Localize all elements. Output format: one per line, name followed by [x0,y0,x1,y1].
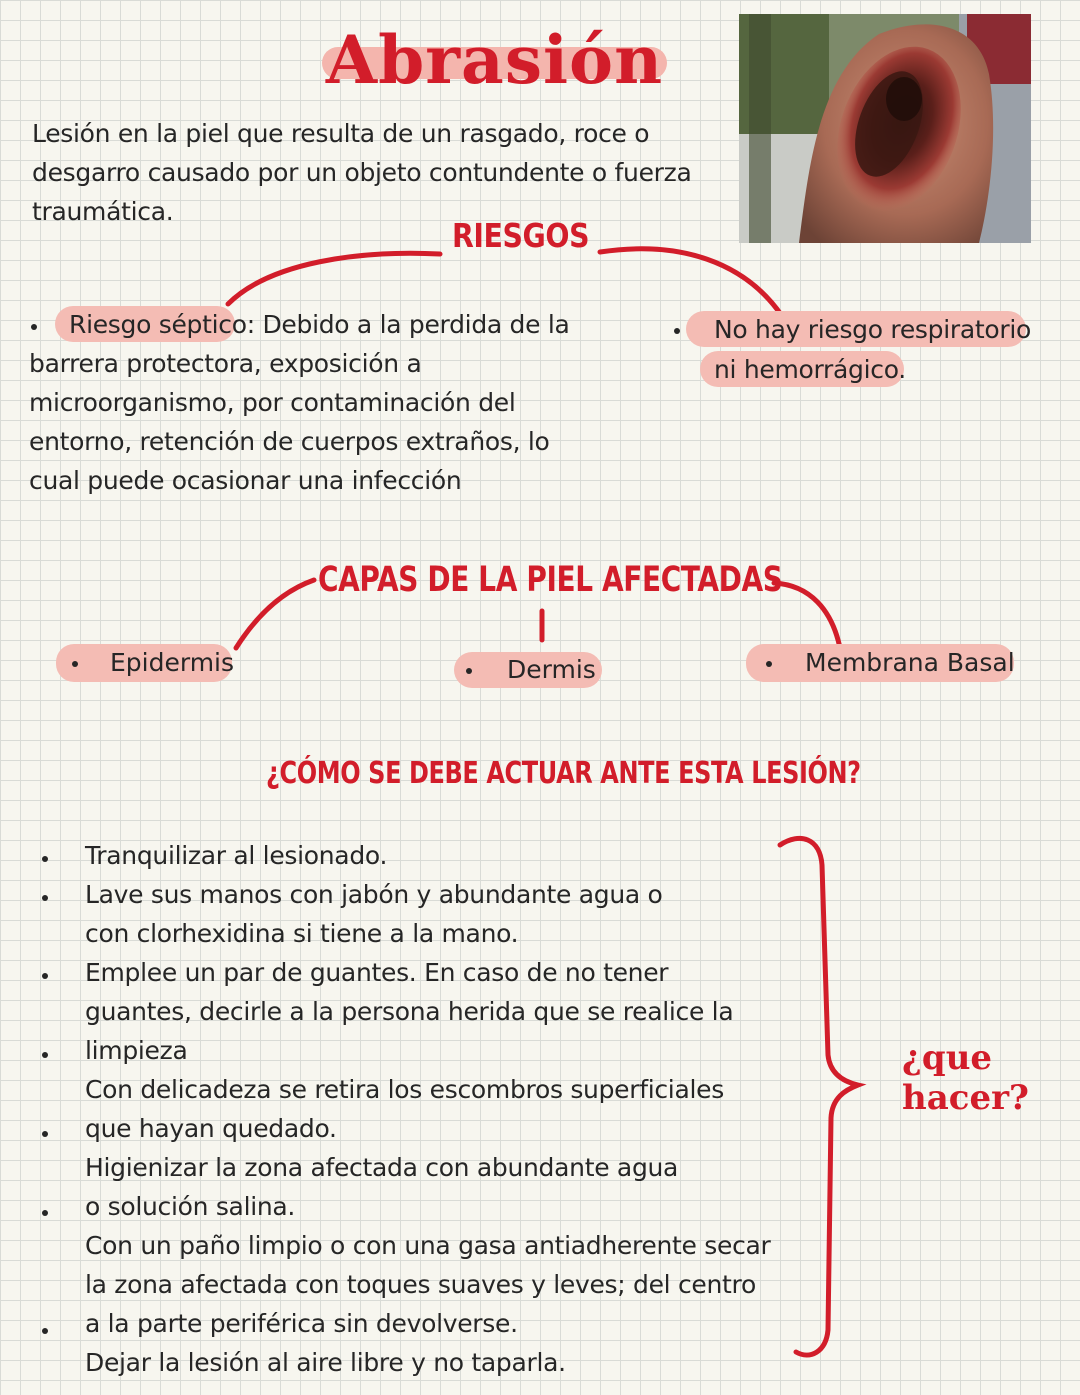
no-risk-line-2: ni hemorrágico. [714,355,906,384]
riesgos-right-branch [600,249,782,316]
bullet-icon [766,661,772,667]
action-step: Higienizar la zona afectada con abundante agua o solución salina. [85,1153,679,1221]
bullet-icon [674,328,680,334]
bullet-icon [42,1131,48,1137]
action-step: Dejar la lesión al aire libre y no taparla. [85,1348,566,1377]
no-risk-line-1: No hay riesgo respiratorio [714,315,1031,344]
bullet-icon [42,1328,48,1334]
brace-icon [780,838,858,1355]
bullet-icon [42,973,48,979]
bullet-icon [42,895,48,901]
septic-risk-text [29,305,589,500]
layer-epidermis: Epidermis [110,648,235,677]
action-step: Tranquilizar al lesionado. [85,841,388,870]
page-title: Abrasión [325,21,664,99]
bullet-icon [72,661,78,667]
action-steps-list [85,836,775,1382]
action-step: Con delicadeza se retira los escombros superficiales que hayan quedado. [85,1075,724,1143]
bullet-icon [466,668,472,674]
capas-right-branch [774,583,840,648]
actions-heading: ¿CÓMO SE DEBE ACTUAR ANTE ESTA LESIÓN? [266,756,861,791]
bullet-icon [42,856,48,862]
layers-heading: CAPAS DE LA PIEL AFECTADAS [318,560,783,600]
riesgos-left-branch [228,253,440,304]
bullet-icon [42,1052,48,1058]
bullet-icon [42,1210,48,1216]
action-step: Con un paño limpio o con una gasa antiadherente secar la zona afectada con toques suaves y leves; del centro a la parte periférica sin devolverse. [85,1231,771,1338]
definition-text: Lesión en la piel que resulta de un rasgado, roce o desgarro causado por un objeto contundente o fuerza traumática. [32,119,692,226]
action-step: Emplee un par de guantes. En caso de no tener guantes, decirle a la persona herida que se realice la limpieza [85,958,734,1065]
capas-left-branch [236,580,314,648]
action-step: Lave sus manos con jabón y abundante agua o con clorhexidina si tiene a la mano. [85,880,663,948]
septic-risk-label: Riesgo séptico: [69,310,255,339]
what-to-do-label: ¿que hacer? [902,1038,1029,1118]
risks-heading: RIESGOS [452,216,590,255]
layer-membrana-basal: Membrana Basal [805,648,1015,677]
septic-risk-description: Debido a la perdida de la barrera protectora, exposición a microorganismo, por contaminación del entorno, retención de cuerpos extraños, lo cual puede ocasionar una infección [29,310,570,495]
layer-dermis: Dermis [507,655,596,684]
